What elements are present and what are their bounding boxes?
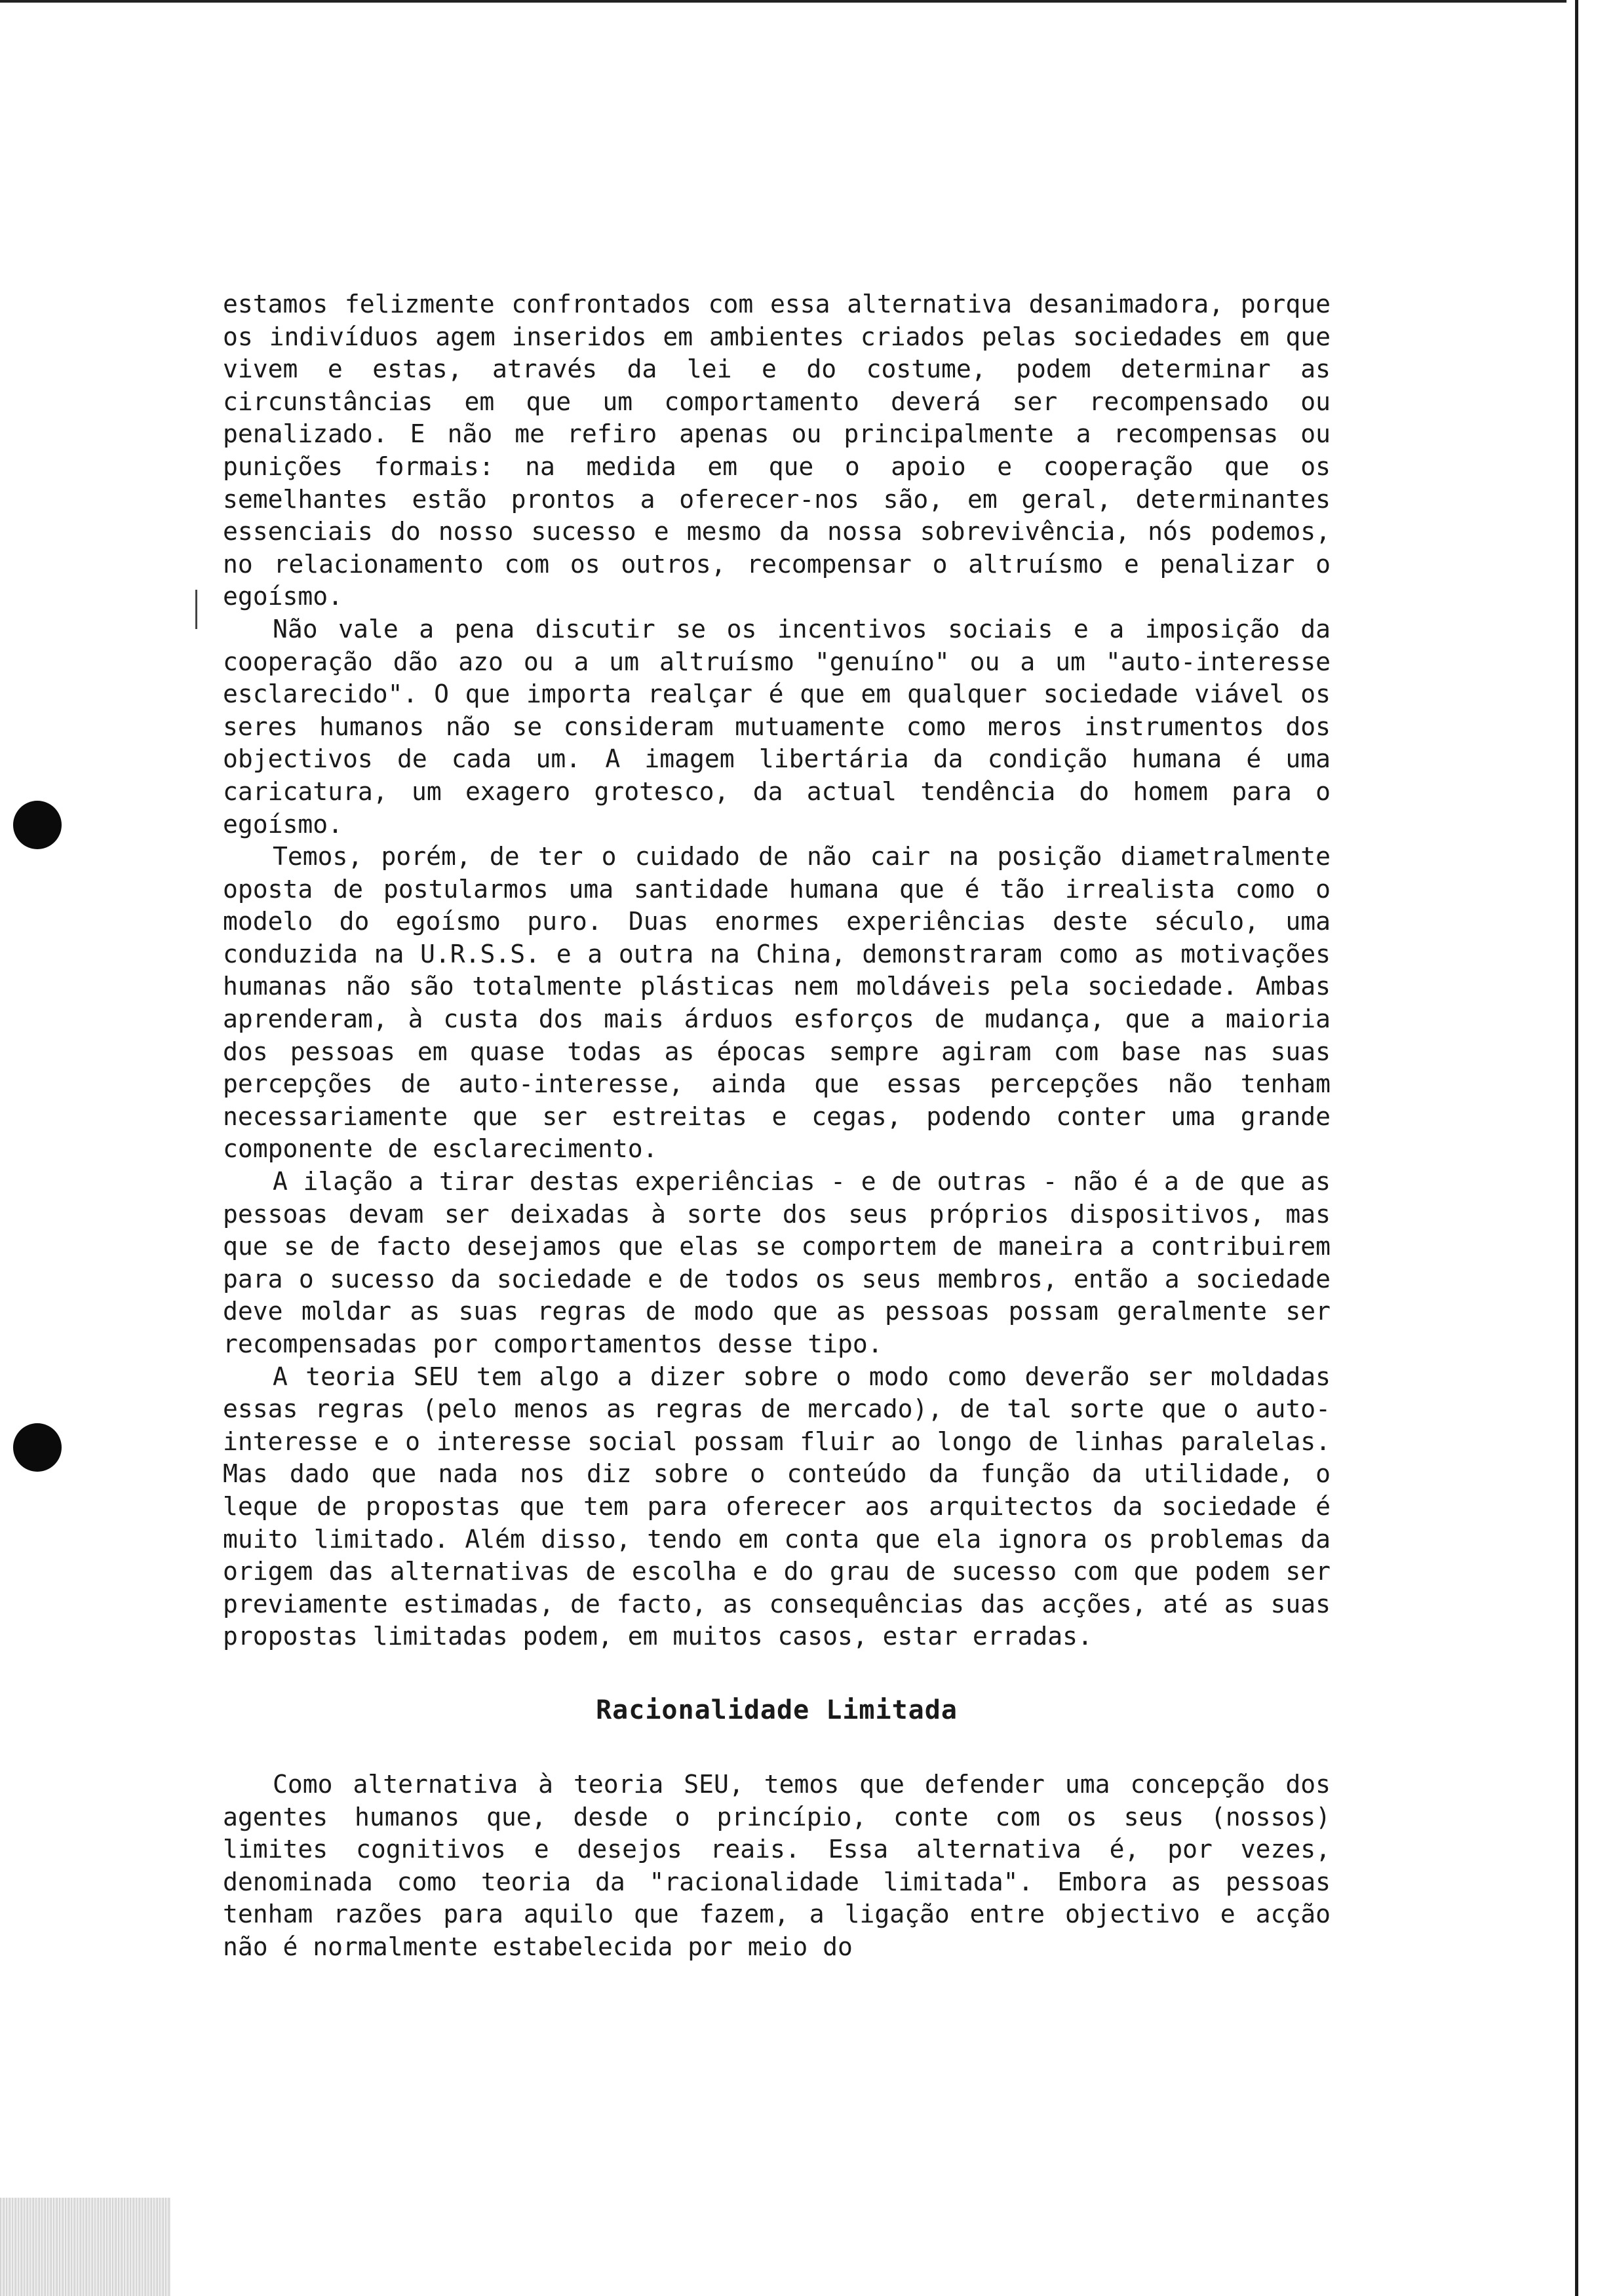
paragraph: Como alternativa à teoria SEU, temos que defender uma concepção dos agentes humanos que, desde o princípio, conte com os seus (nossos) limites cognitivos e desejos reais. Essa alternativa é, por vezes, denominada como teoria da "racionalidade limitada". Embora as pessoas tenham razões para aquilo que fazem, a ligação entre objectivo e acção não é normalmente estabelecida por meio do [223, 1769, 1331, 1961]
page-right-edge [1575, 0, 1578, 2296]
scan-artifact [0, 2198, 170, 2296]
margin-mark [195, 590, 197, 629]
paragraph: estamos felizmente confrontados com essa alternativa desanimadora, porque os indivíduos agem inseridos em ambientes criados pelas sociedades em que vivem e estas, através da lei e do costume, podem determinar as circunstâncias em que um comportamento deverá ser recompensado ou penalizado. E não me refiro apenas ou principalmente a recompensas ou punições formais: na medida em que o apoio e cooperação que os semelhantes estão prontos a oferecer-nos são, em geral, determinantes essenciais do nosso sucesso e mesmo da nossa sobrevivência, nós podemos, no relacionamento com os outros, recompensar o altruísmo e penalizar o egoísmo. [223, 290, 1331, 611]
paragraph: A ilação a tirar destas experiências - e de outras - não é a de que as pessoas devam ser deixadas à sorte dos seus próprios dispositivos, mas que se de facto desejamos que elas se comportem de maneira a contribuirem para o sucesso da sociedade e de todos os seus membros, então a sociedade deve moldar as suas regras de modo que as pessoas possam geralmente ser recompensadas por comportamentos desse tipo. [223, 1167, 1331, 1358]
paragraph: A teoria SEU tem algo a dizer sobre o modo como deverão ser moldadas essas regras (pelo menos as regras de mercado), de tal sorte que o auto-interesse e o interesse social possam fluir ao longo de linhas paralelas. Mas dado que nada nos diz sobre o conteúdo da função da utilidade, o leque de propostas que tem para oferecer aos arquitectos da sociedade é muito limitado. Além disso, tendo em conta que ela ignora os problemas da origem das alternativas de escolha e do grau de sucesso com que podem ser previamente estimadas, de facto, as consequências das acções, até as suas propostas limitadas podem, em muitos casos, estar erradas. [223, 1362, 1331, 1651]
section-heading: Racionalidade Limitada [596, 1694, 958, 1725]
document-body [223, 288, 1331, 1964]
paragraph: Não vale a pena discutir se os incentivos sociais e a imposição da cooperação dão azo ou a um altruísmo "genuíno" ou a um "auto-interesse esclarecido". O que importa realçar é que em qualquer sociedade viável os seres humanos não se consideram mutuamente como meros instrumentos dos objectivos de cada um. A imagem libertária da condição humana é uma caricatura, um exagero grotesco, da actual tendência do homem para o egoísmo. [223, 614, 1331, 839]
page-top-edge [0, 0, 1566, 3]
paragraph: Temos, porém, de ter o cuidado de não cair na posição diametralmente oposta de postularmos uma santidade humana que é tão irrealista como o modelo do egoísmo puro. Duas enormes experiências deste século, uma conduzida na U.R.S.S. e a outra na China, demonstraram como as motivações humanas não são totalmente plásticas nem moldáveis pela sociedade. Ambas aprenderam, à custa dos mais árduos esforços de mudança, que a maioria dos pessoas em quase todas as épocas sempre agiram com base nas suas percepções de auto-interesse, ainda que essas percepções não tenham necessariamente que ser estreitas e cegas, podendo conter uma grande componente de esclarecimento. [223, 842, 1331, 1164]
punch-hole [13, 1423, 62, 1472]
punch-hole [13, 801, 62, 849]
